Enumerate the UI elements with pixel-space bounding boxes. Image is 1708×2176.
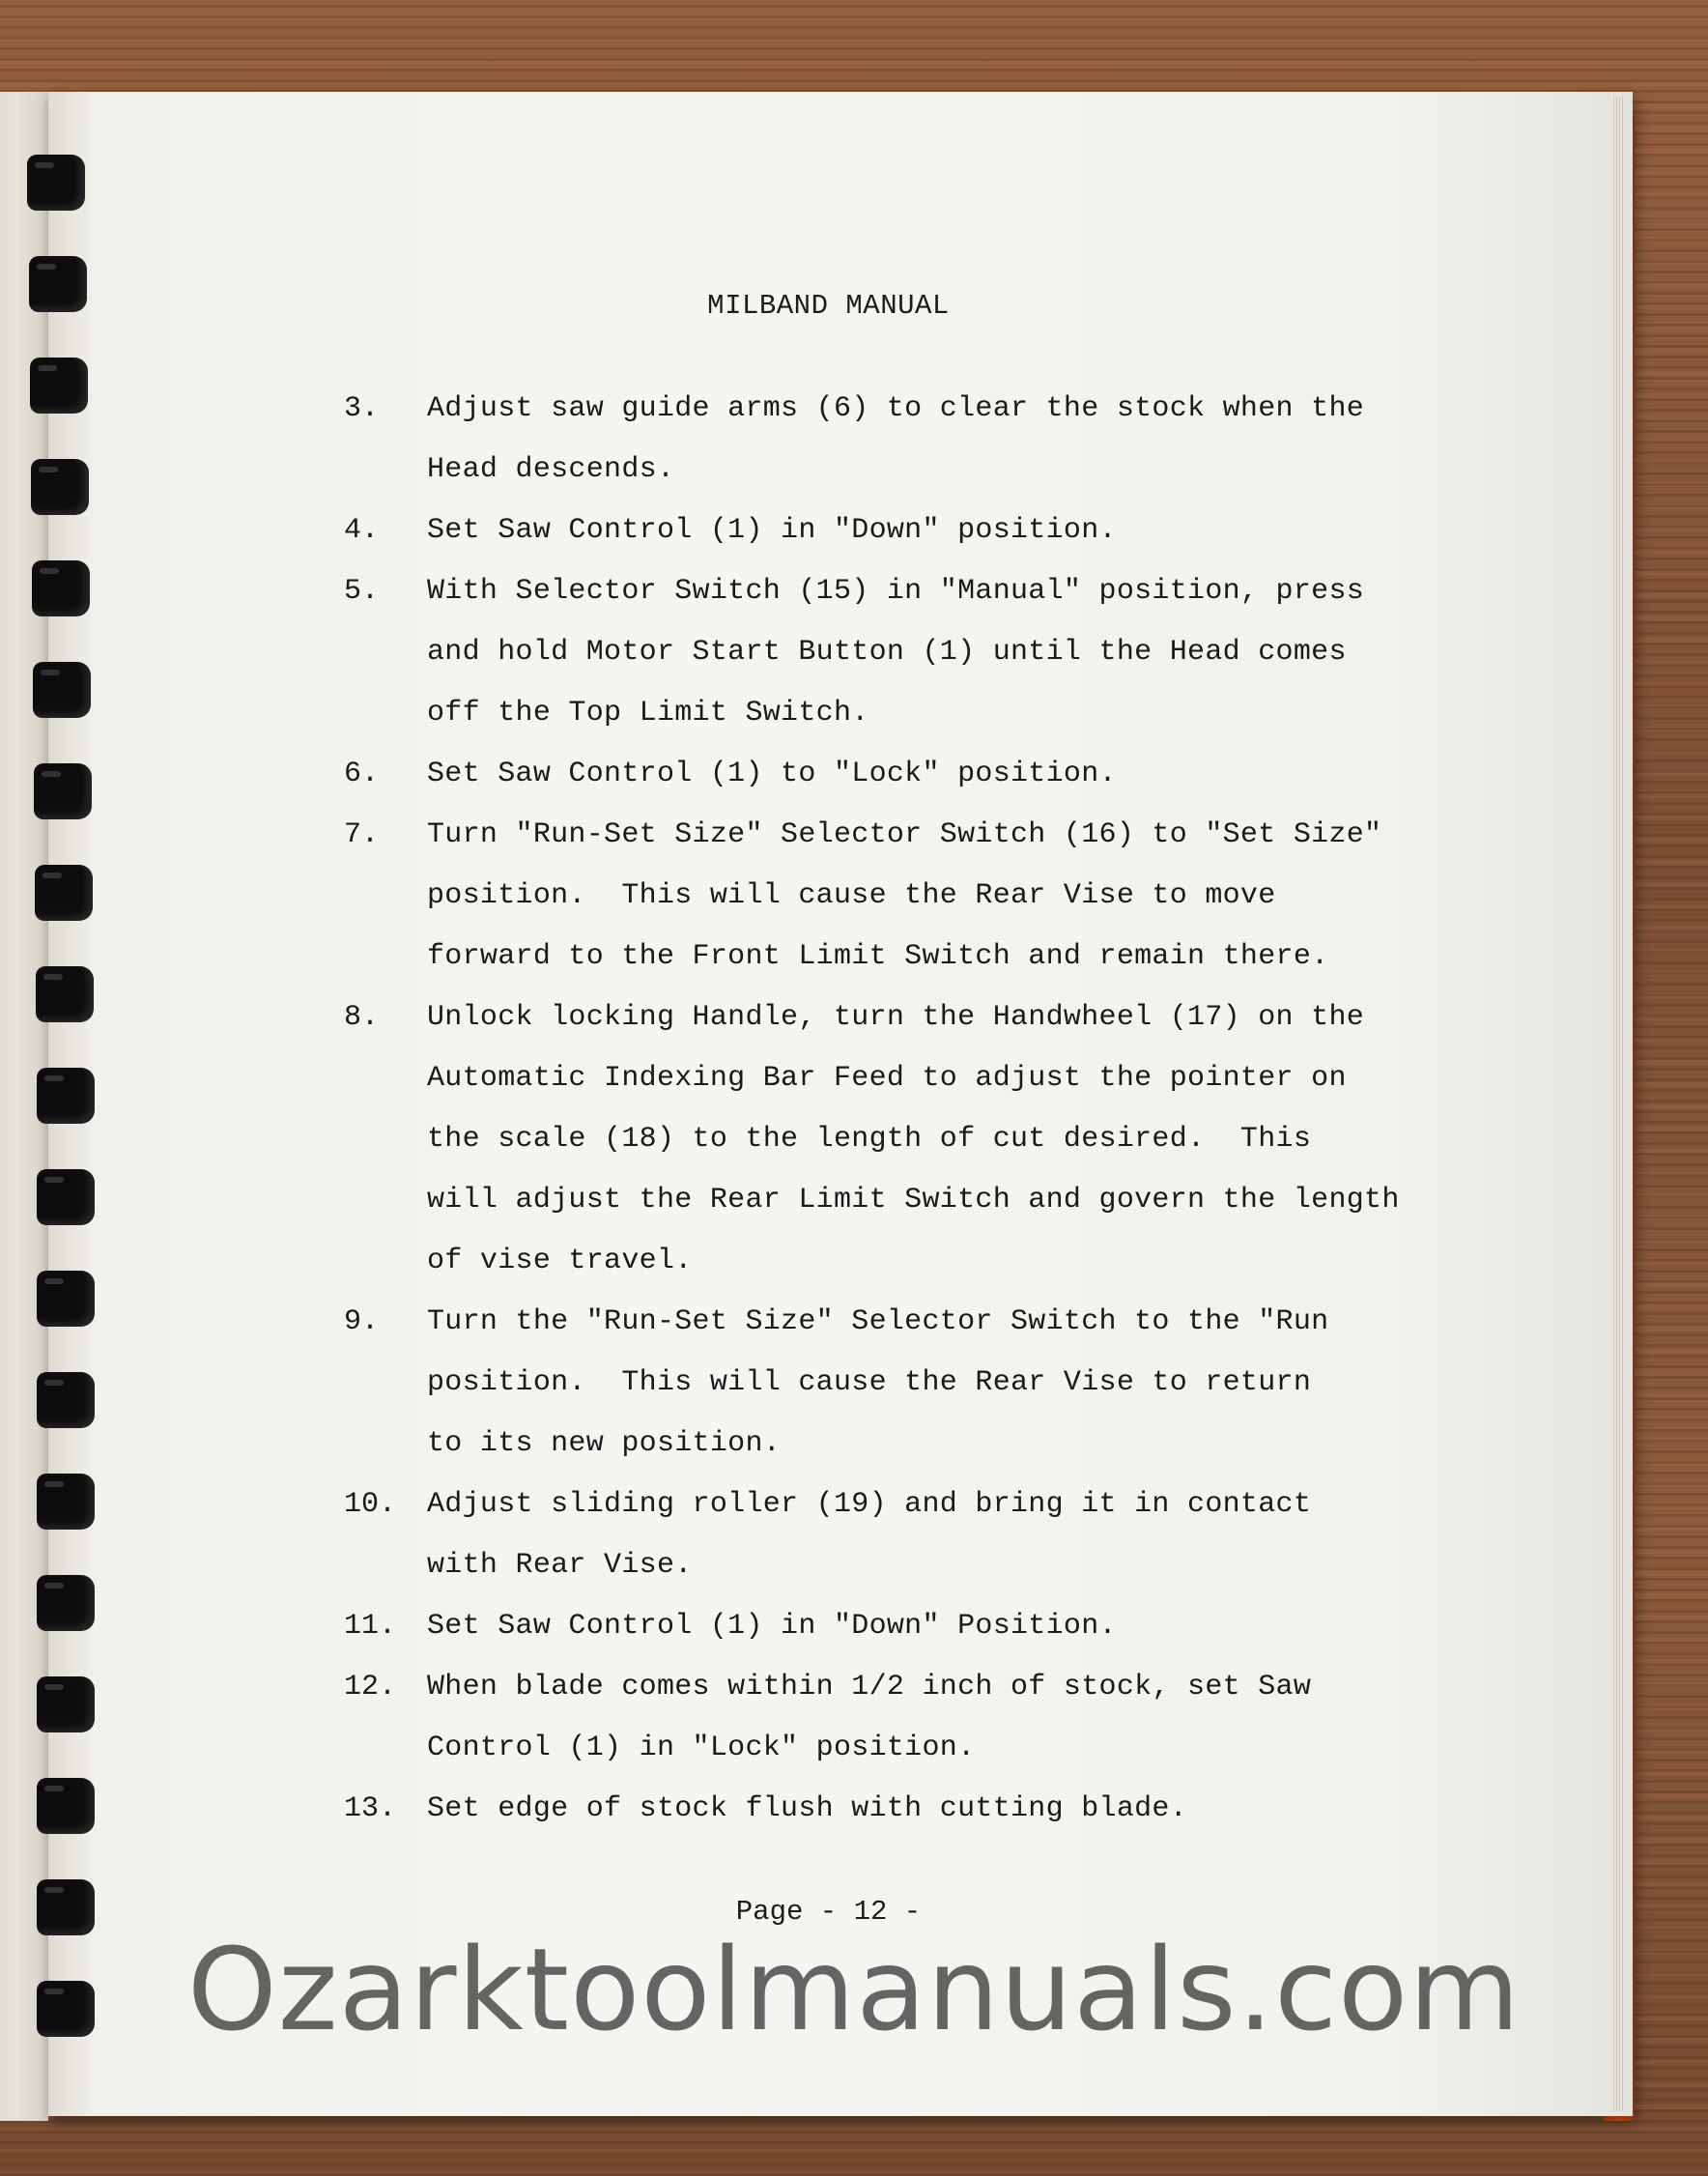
step-text-line: Adjust sliding roller (19) and bring it in contact <box>427 1488 1312 1521</box>
step-text-line: Automatic Indexing Bar Feed to adjust the pointer on <box>427 1062 1347 1095</box>
step-text-line: Set edge of stock flush with cutting blade. <box>427 1792 1188 1825</box>
step-text-line: position. This will cause the Rear Vise to move <box>427 879 1276 912</box>
step-3 <box>344 379 1455 501</box>
step-text-line: will adjust the Rear Limit Switch and govern the length <box>427 1184 1400 1217</box>
binding-coil <box>30 358 88 414</box>
binding-coil <box>35 865 93 921</box>
step-13 <box>344 1779 1455 1840</box>
binding-coil <box>32 560 90 616</box>
binding-coil <box>33 662 91 718</box>
binding-coil <box>34 763 92 819</box>
step-text-line: Turn "Run-Set Size" Selector Switch (16) to "Set Size" <box>427 818 1382 851</box>
binding-coil <box>37 1271 95 1327</box>
step-text-line: forward to the Front Limit Switch and remain there. <box>427 940 1329 973</box>
step-8 <box>344 988 1455 1292</box>
step-number: 3. <box>344 392 380 425</box>
binding-coil <box>27 155 85 211</box>
step-text-line: of vise travel. <box>427 1245 693 1277</box>
step-number: 10. <box>344 1488 397 1521</box>
step-text-line: and hold Motor Start Button (1) until the Head comes <box>427 636 1347 669</box>
binding-coil <box>37 1474 95 1530</box>
step-number: 4. <box>344 514 380 547</box>
step-text-line: with Rear Vise. <box>427 1549 693 1582</box>
binding-coil <box>37 1068 95 1124</box>
binding-coil <box>37 1676 95 1732</box>
watermark-text: Ozarktoolmanuals.com <box>186 1923 1522 2056</box>
step-7 <box>344 805 1455 988</box>
binding-coil <box>37 1372 95 1428</box>
step-number: 6. <box>344 758 380 790</box>
step-text-line: off the Top Limit Switch. <box>427 697 869 730</box>
binding-coil <box>37 1169 95 1225</box>
binding-coil <box>37 1575 95 1631</box>
step-text-line: position. This will cause the Rear Vise to return <box>427 1366 1312 1399</box>
step-number: 5. <box>344 575 380 608</box>
step-12 <box>344 1657 1455 1779</box>
step-number: 9. <box>344 1305 380 1338</box>
step-text-line: When blade comes within 1/2 inch of stock, set Saw <box>427 1671 1312 1704</box>
step-text-line: Turn the "Run-Set Size" Selector Switch to the "Run <box>427 1305 1329 1338</box>
step-text-line: Unlock locking Handle, turn the Handwheel (17) on the <box>427 1001 1365 1034</box>
binding-coil <box>36 966 94 1022</box>
step-text-line: Set Saw Control (1) to "Lock" position. <box>427 758 1117 790</box>
binding-coil <box>31 459 89 515</box>
step-text-line: Adjust saw guide arms (6) to clear the stock when the <box>427 392 1365 425</box>
step-number: 11. <box>344 1610 397 1643</box>
instruction-list <box>344 379 1455 1840</box>
step-4 <box>344 501 1455 561</box>
page-header: MILBAND MANUAL <box>707 290 950 322</box>
step-text-line: to its new position. <box>427 1427 782 1460</box>
step-10 <box>344 1475 1455 1596</box>
step-text-line: With Selector Switch (15) in "Manual" position, press <box>427 575 1365 608</box>
step-text-line: Head descends. <box>427 453 675 486</box>
step-6 <box>344 744 1455 805</box>
page-number: Page - 12 - <box>735 1896 922 1928</box>
step-number: 12. <box>344 1671 397 1704</box>
step-number: 8. <box>344 1001 380 1034</box>
binding-coil <box>37 1778 95 1834</box>
page-stack-edge <box>1611 97 1623 2111</box>
step-number: 7. <box>344 818 380 851</box>
step-11 <box>344 1596 1455 1657</box>
spiral-binding <box>27 155 114 2087</box>
step-text-line: Set Saw Control (1) in "Down" Position. <box>427 1610 1117 1643</box>
step-text-line: the scale (18) to the length of cut desired. This <box>427 1123 1312 1156</box>
step-text-line: Control (1) in "Lock" position. <box>427 1732 976 1764</box>
step-text-line: Set Saw Control (1) in "Down" position. <box>427 514 1117 547</box>
step-number: 13. <box>344 1792 397 1825</box>
step-5 <box>344 561 1455 744</box>
step-9 <box>344 1292 1455 1475</box>
